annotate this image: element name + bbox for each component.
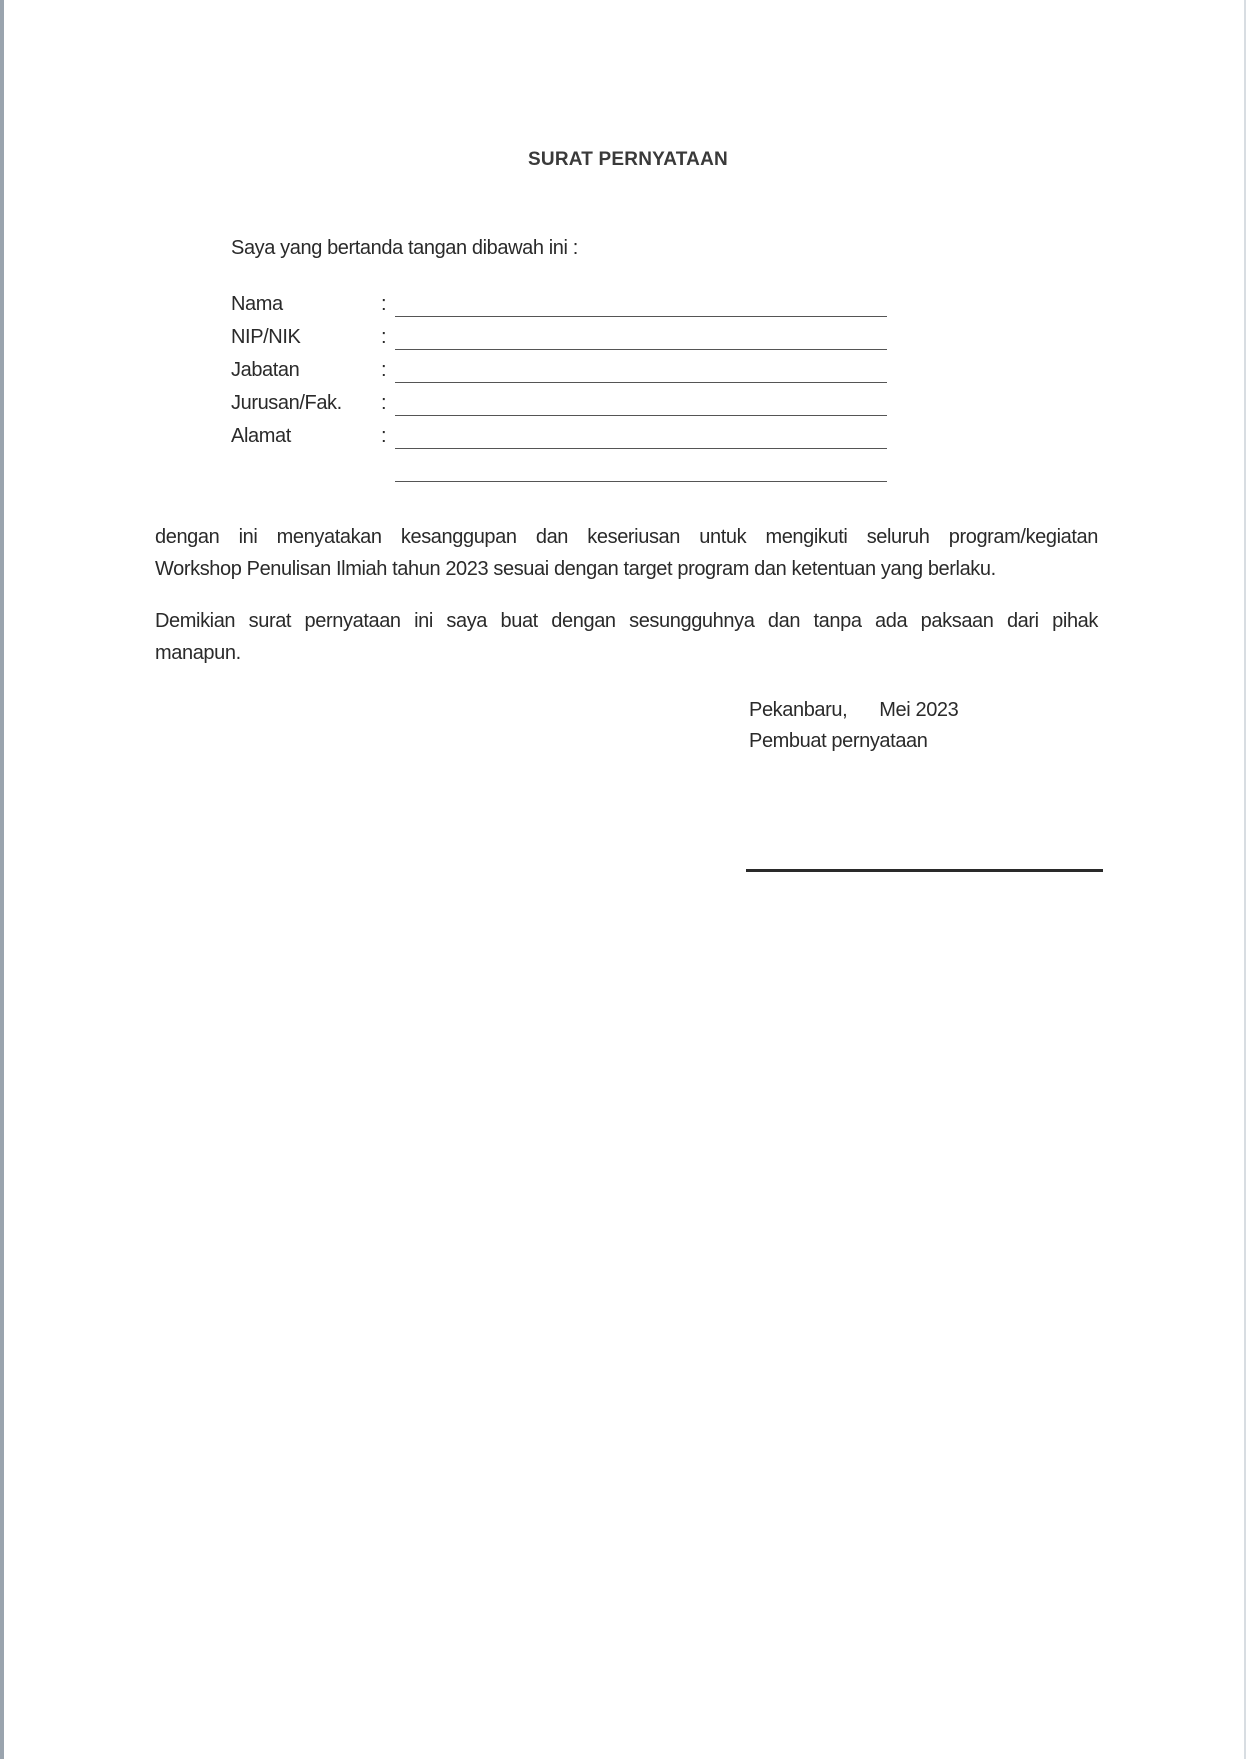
signature-block bbox=[749, 695, 958, 757]
blank-line-alamat-2[interactable] bbox=[395, 481, 887, 482]
signer-label: Pembuat pernyataan bbox=[749, 730, 928, 752]
field-alamat-continued bbox=[231, 458, 891, 488]
field-colon: : bbox=[381, 359, 387, 381]
closing-paragraph bbox=[155, 605, 1098, 669]
field-jurusan-fak bbox=[231, 392, 891, 422]
blank-line-alamat[interactable] bbox=[395, 448, 887, 449]
document-title: SURAT PERNYATAAN bbox=[528, 149, 728, 170]
paragraph-line: Demikian surat pernyataan ini saya buat dengan sesungguhnya dan tanpa ada paksaan dari pihak bbox=[155, 610, 1098, 632]
field-nip-nik bbox=[231, 326, 891, 356]
field-label: Nama bbox=[231, 293, 283, 315]
field-nama bbox=[231, 293, 891, 323]
field-jabatan bbox=[231, 359, 891, 389]
place: Pekanbaru, bbox=[749, 699, 848, 721]
field-colon: : bbox=[381, 293, 387, 315]
field-colon: : bbox=[381, 326, 387, 348]
statement-paragraph bbox=[155, 521, 1098, 585]
field-alamat bbox=[231, 425, 891, 455]
field-label: NIP/NIK bbox=[231, 326, 301, 348]
field-label: Jabatan bbox=[231, 359, 300, 381]
blank-line-jabatan[interactable] bbox=[395, 382, 887, 383]
paragraph-line: Workshop Penulisan Ilmiah tahun 2023 sesuai dengan target program dan ketentuan yang berlaku. bbox=[155, 558, 996, 580]
field-label: Jurusan/Fak. bbox=[231, 392, 342, 414]
blank-line-nip-nik[interactable] bbox=[395, 349, 887, 350]
intro-text: Saya yang bertanda tangan dibawah ini : bbox=[231, 237, 578, 259]
field-label: Alamat bbox=[231, 425, 291, 447]
field-colon: : bbox=[381, 425, 387, 447]
paragraph-line: manapun. bbox=[155, 642, 241, 664]
field-colon: : bbox=[381, 392, 387, 414]
date: Mei 2023 bbox=[879, 699, 959, 721]
blank-line-nama[interactable] bbox=[395, 316, 887, 317]
signature-line[interactable] bbox=[746, 869, 1103, 872]
scan-edge-left bbox=[0, 0, 4, 1759]
paragraph-line: dengan ini menyatakan kesanggupan dan keseriusan untuk mengikuti seluruh program/kegiatan bbox=[155, 526, 1098, 548]
blank-line-jurusan-fak[interactable] bbox=[395, 415, 887, 416]
place-date bbox=[749, 695, 958, 726]
